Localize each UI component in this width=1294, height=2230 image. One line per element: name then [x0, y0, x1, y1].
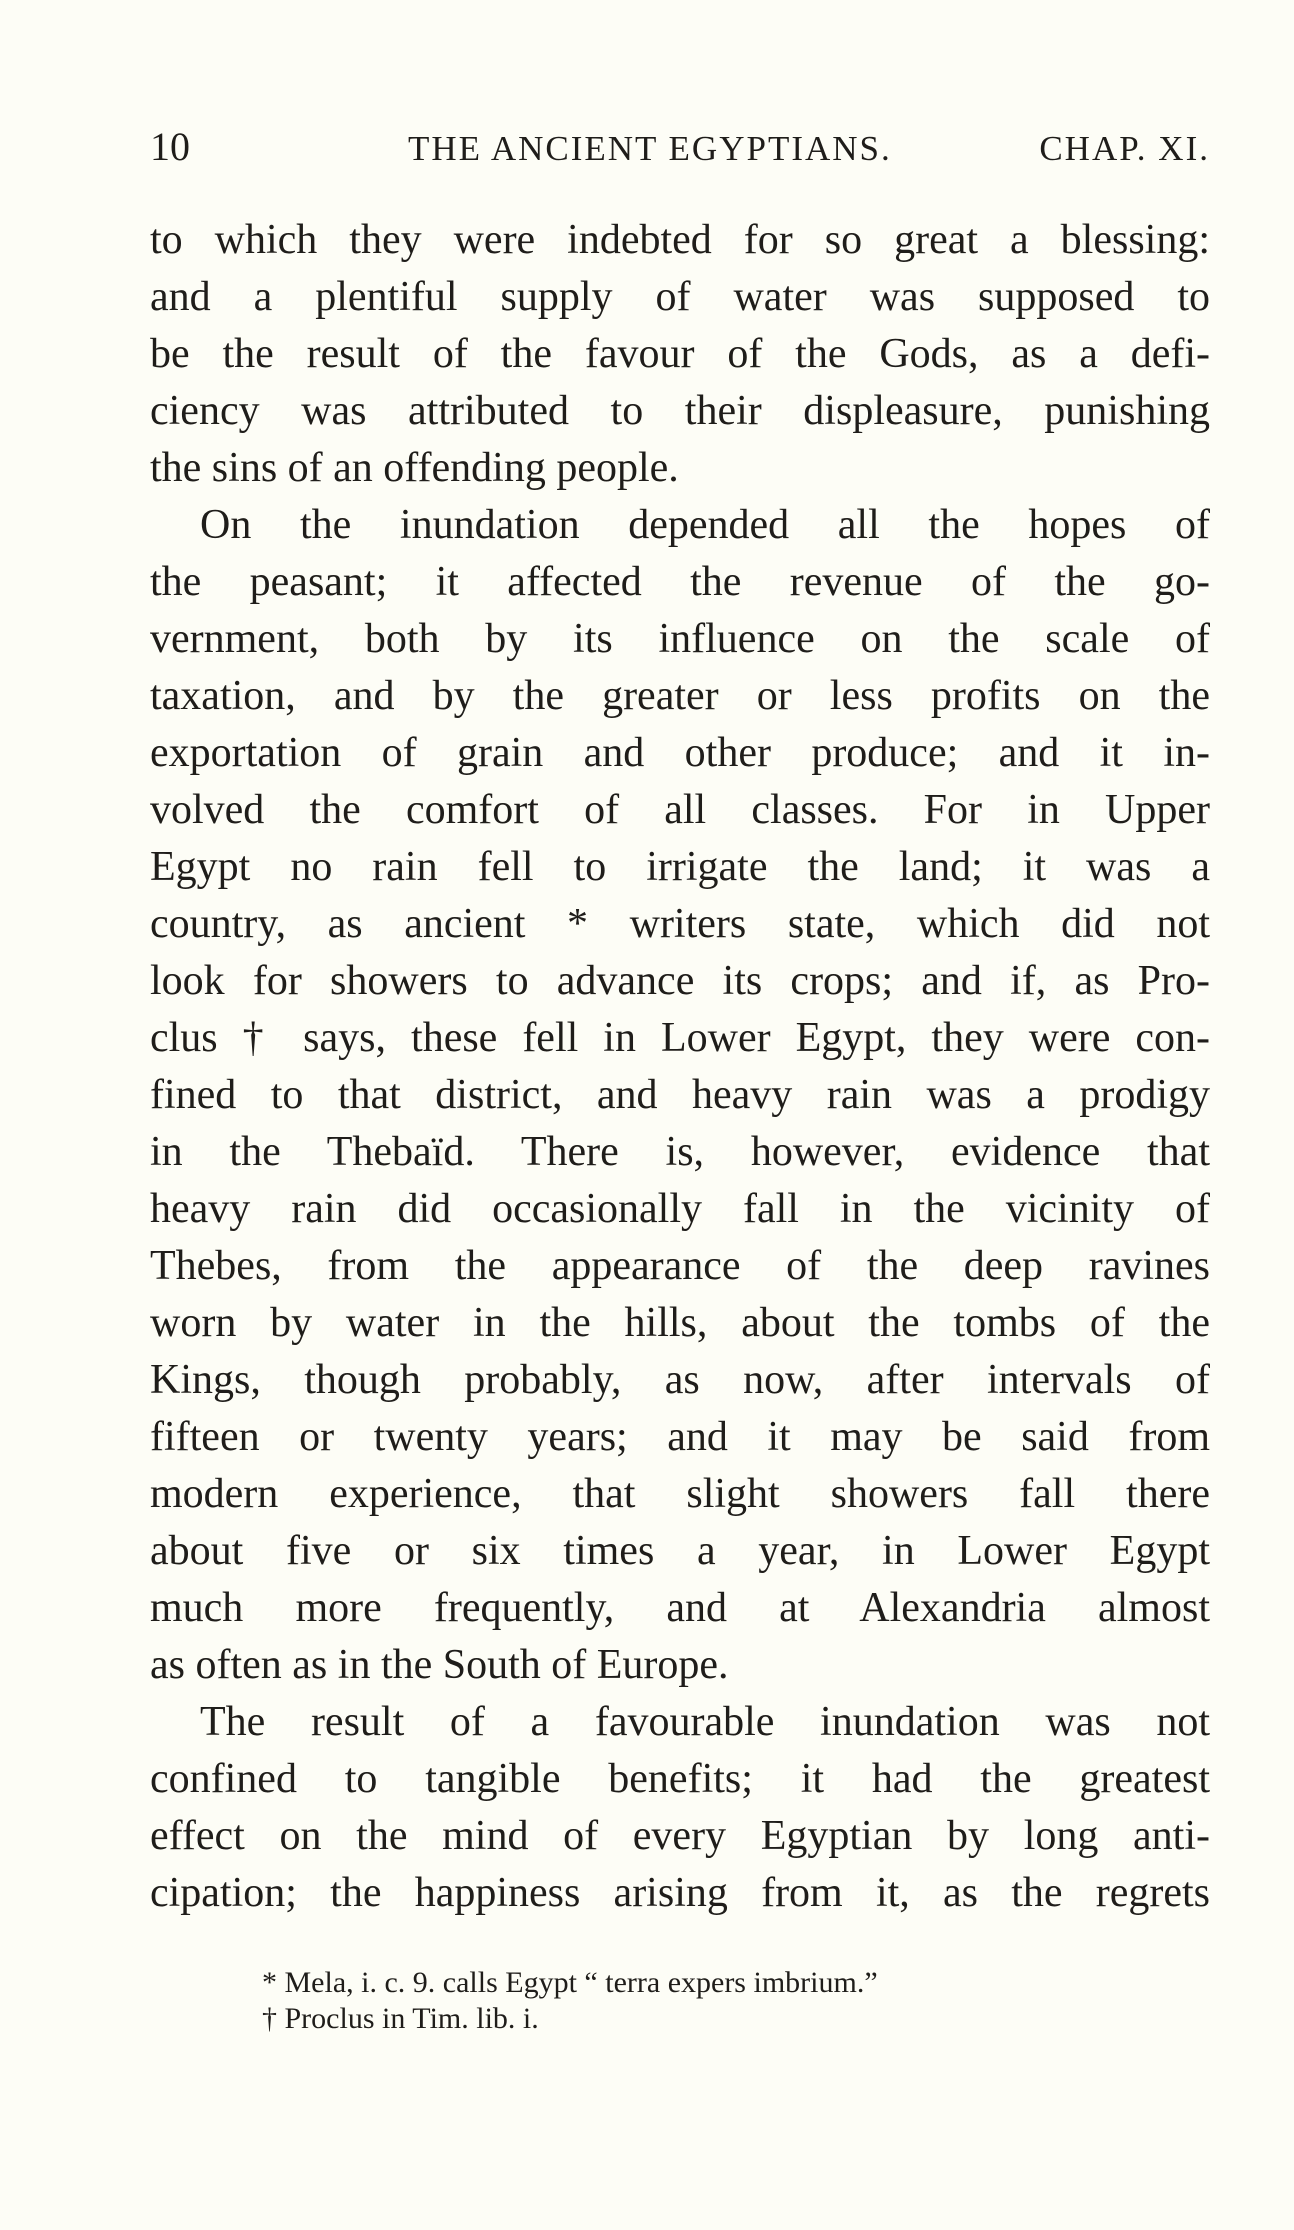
footnote: * Mela, i. c. 9. calls Egypt “ terra expers imbrium.” — [262, 1966, 878, 1999]
footnotes — [262, 1965, 1062, 2037]
text-line: cipation; the happiness arising from it, as the regrets — [150, 1870, 1210, 1916]
text-line: be the result of the favour of the Gods, as a defi- — [150, 331, 1210, 377]
text-line: look for showers to advance its crops; and if, as Pro- — [150, 958, 1210, 1004]
text-line: the peasant; it affected the revenue of the go- — [150, 559, 1210, 605]
text-line: vernment, both by its influence on the scale of — [150, 616, 1210, 662]
text-line: in the Thebaïd. There is, however, evidence that — [150, 1129, 1210, 1175]
running-title: THE ANCIENT EGYPTIANS. — [408, 129, 892, 168]
text-line: Kings, though probably, as now, after intervals of — [150, 1357, 1210, 1403]
text-line: effect on the mind of every Egyptian by long anti- — [150, 1813, 1210, 1859]
chapter-label: CHAP. XI. — [1039, 129, 1210, 168]
text-line: exportation of grain and other produce; and it in- — [150, 730, 1210, 776]
text-line: heavy rain did occasionally fall in the vicinity of — [150, 1186, 1210, 1232]
text-line: worn by water in the hills, about the tombs of the — [150, 1300, 1210, 1346]
text-line: ciency was attributed to their displeasure, punishing — [150, 388, 1210, 434]
text-line: On the inundation depended all the hopes of — [200, 502, 1210, 548]
text-line: clus † says, these fell in Lower Egypt, they were con- — [150, 1015, 1210, 1061]
text-line: modern experience, that slight showers fall there — [150, 1471, 1210, 1517]
text-line: fifteen or twenty years; and it may be said from — [150, 1414, 1210, 1460]
text-line: country, as ancient * writers state, which did not — [150, 901, 1210, 947]
text-line: taxation, and by the greater or less profits on the — [150, 673, 1210, 719]
text-line: The result of a favourable inundation was not — [200, 1699, 1210, 1745]
text-line: Egypt no rain fell to irrigate the land; it was a — [150, 844, 1210, 890]
text-line: the sins of an offending people. — [150, 445, 679, 491]
text-line: confined to tangible benefits; it had the greatest — [150, 1756, 1210, 1802]
text-line: fined to that district, and heavy rain was a prodigy — [150, 1072, 1210, 1118]
text-line: about five or six times a year, in Lower Egypt — [150, 1528, 1210, 1574]
text-line: much more frequently, and at Alexandria almost — [150, 1585, 1210, 1631]
page-number: 10 — [150, 124, 190, 169]
text-line: to which they were indebted for so great a blessing: — [150, 217, 1210, 263]
text-line: and a plentiful supply of water was supposed to — [150, 274, 1210, 320]
footnote: † Proclus in Tim. lib. i. — [262, 2002, 539, 2035]
running-head — [150, 115, 1210, 175]
body-text — [150, 212, 1210, 1922]
text-line: volved the comfort of all classes. For in Upper — [150, 787, 1210, 833]
text-line: Thebes, from the appearance of the deep ravines — [150, 1243, 1210, 1289]
text-line: as often as in the South of Europe. — [150, 1642, 729, 1688]
